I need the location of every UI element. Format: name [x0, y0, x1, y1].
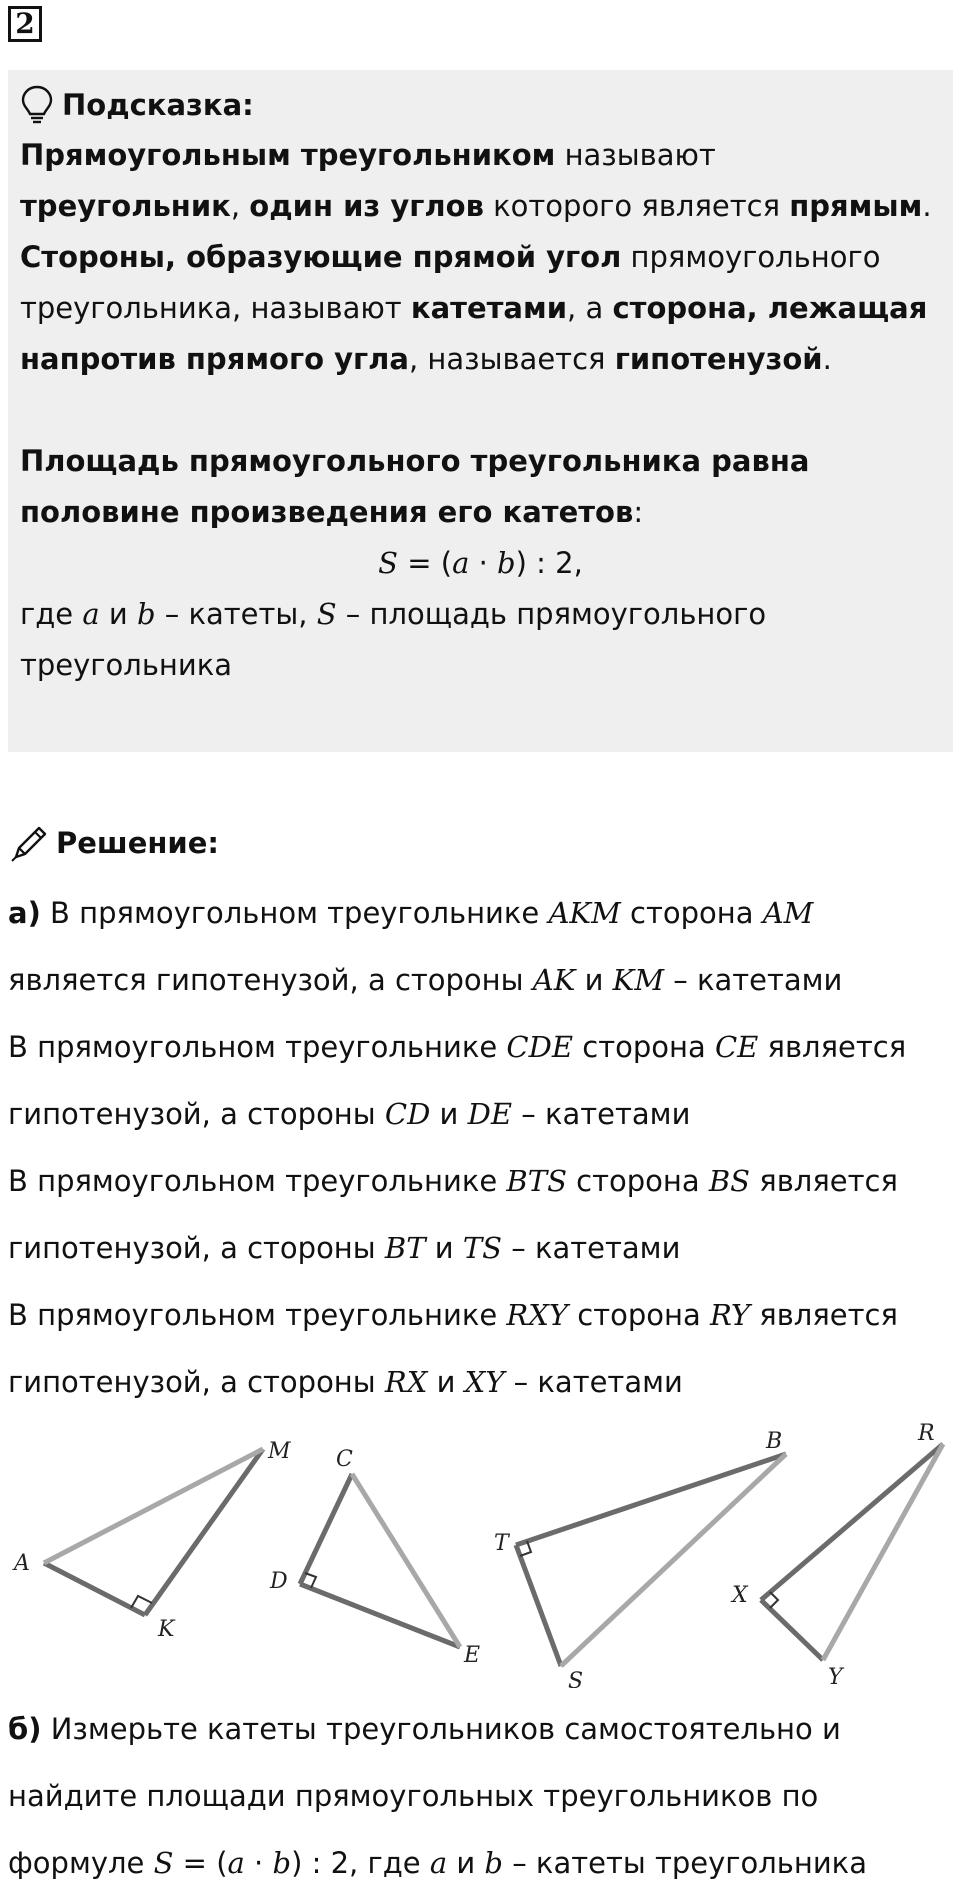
math-variable: AM: [762, 896, 814, 930]
math-variable: b: [497, 546, 516, 580]
math-variable: KM: [612, 963, 665, 997]
text-run: В прямоугольном треугольнике: [40, 896, 549, 930]
text-run: :: [633, 495, 644, 529]
hint-paragraph-3: [20, 436, 941, 538]
text-run: – катеты треугольника: [503, 1846, 867, 1880]
leg-rx: [761, 1444, 943, 1600]
math-variable: S: [153, 1846, 174, 1880]
vertex-label-e: E: [464, 1643, 481, 1668]
text-run: = (: [398, 546, 453, 580]
hint-title: Подсказка:: [62, 88, 254, 122]
math-variable: b: [484, 1846, 503, 1880]
part-b-text: [8, 1696, 953, 1897]
text-run: – площадь прямоугольного треугольника: [20, 597, 767, 682]
triangle-cde: [269, 1447, 480, 1668]
math-variable: BS: [708, 1164, 751, 1198]
math-variable: AK: [532, 963, 576, 997]
math-variable: TS: [462, 1231, 503, 1265]
lightbulb-icon: [20, 84, 54, 126]
math-variable: b: [272, 1846, 292, 1880]
hint-paragraph-2: [20, 232, 941, 385]
text-run: – катетами: [664, 963, 843, 997]
text-run: .: [922, 189, 932, 223]
text-run: – катетами: [512, 1097, 691, 1131]
text-run: является гипотенузой, а стороны: [8, 1298, 898, 1399]
text-run: прямоугольного треугольника, называют: [20, 240, 881, 325]
text-run: , называется: [408, 342, 615, 376]
hint-header: [20, 80, 941, 130]
text-run: – катеты,: [155, 597, 317, 631]
vertex-label-a: A: [14, 1551, 30, 1576]
vertex-label-y: Y: [828, 1665, 843, 1688]
text-run: , а: [567, 291, 613, 325]
text-run: сторона: [573, 1030, 715, 1064]
text-run: где: [20, 597, 83, 631]
bold-text: один из углов: [249, 189, 484, 223]
hint-paragraph-4: [20, 589, 941, 691]
task-number: 2: [8, 6, 42, 42]
text-run: ) : 2, где: [291, 1846, 430, 1880]
math-variable: RXY: [506, 1298, 569, 1332]
bold-text: Стороны, образующие прямой угол: [20, 240, 622, 274]
math-variable: a: [429, 1846, 448, 1880]
leg-xy: [761, 1600, 823, 1660]
math-variable: CDE: [506, 1030, 574, 1064]
leg-de: [300, 1584, 460, 1647]
text-run: Измерьте катеты треугольников самостоятельно и найдите площади прямоугольных треугольников по формуле: [8, 1712, 841, 1880]
text-run: является гипотенузой, а стороны: [8, 963, 533, 997]
solution-line: [8, 1148, 953, 1282]
text-run: и: [425, 1231, 463, 1265]
bold-text: а): [8, 896, 41, 930]
math-variable: S: [378, 546, 399, 580]
hint-box: [8, 70, 953, 752]
vertex-label-s: S: [568, 1669, 584, 1688]
text-run: В прямоугольном треугольнике: [8, 1298, 507, 1332]
math-variable: BT: [384, 1231, 426, 1265]
solution-line: [8, 1014, 953, 1148]
text-run: ·: [469, 546, 498, 580]
text-run: называют: [555, 138, 716, 172]
hypotenuse-bs: [561, 1454, 786, 1666]
hypotenuse-ry: [823, 1444, 943, 1660]
leg-ts: [516, 1545, 561, 1666]
math-variable: CE: [714, 1030, 759, 1064]
math-variable: b: [136, 597, 156, 631]
text-run: и: [427, 1365, 465, 1399]
math-variable: a: [82, 597, 100, 631]
vertex-label-b: B: [766, 1429, 783, 1454]
text-run: сторона: [568, 1298, 710, 1332]
text-run: ,: [230, 189, 250, 223]
text-run: является гипотенузой, а стороны: [8, 1164, 898, 1265]
text-run: ·: [244, 1846, 273, 1880]
solution-part-a: [8, 880, 953, 1416]
leg-bt: [516, 1454, 786, 1545]
text-run: ) : 2,: [515, 546, 583, 580]
solution-line: [8, 880, 953, 1014]
triangle-bts: [494, 1429, 786, 1688]
text-run: которого является: [483, 189, 790, 223]
vertex-label-m: M: [268, 1439, 291, 1464]
math-variable: S: [316, 597, 337, 631]
bold-text: катетами: [410, 291, 568, 325]
math-variable: CD: [384, 1097, 431, 1131]
text-run: и: [447, 1846, 485, 1880]
bold-text: гипотенузой: [614, 342, 823, 376]
solution-part-b: [8, 1696, 953, 1897]
bold-text: Прямоугольным треугольником: [20, 138, 556, 172]
math-variable: XY: [464, 1365, 505, 1399]
math-variable: RY: [709, 1298, 751, 1332]
vertex-label-k: K: [158, 1617, 175, 1642]
text-run: и: [430, 1097, 468, 1131]
solution-header: [8, 818, 219, 868]
bold-text: треугольник: [20, 189, 231, 223]
vertex-label-x: X: [732, 1583, 748, 1608]
text-run: сторона: [566, 1164, 709, 1198]
text-run: и: [575, 963, 613, 997]
vertex-label-c: C: [336, 1447, 353, 1472]
leg-cd: [300, 1474, 352, 1584]
pencil-icon: [8, 821, 52, 865]
math-variable: AKM: [548, 896, 621, 930]
math-variable: a: [227, 1846, 245, 1880]
text-run: .: [822, 342, 832, 376]
leg-ak: [44, 1563, 145, 1615]
right-angle-mark: [770, 1592, 778, 1608]
bold-text: прямым: [789, 189, 923, 223]
text-run: является гипотенузой, а стороны: [8, 1030, 907, 1131]
hypotenuse-am: [44, 1449, 263, 1563]
bold-text: б): [8, 1712, 42, 1746]
vertex-label-t: T: [494, 1531, 509, 1556]
text-run: В прямоугольном треугольнике: [8, 1030, 507, 1064]
bold-text: сторона, лежащая напротив прямого угла: [20, 291, 928, 376]
text-run: – катетами: [502, 1231, 681, 1265]
triangles-figure: [8, 1418, 953, 1688]
bold-text: Площадь прямоугольного треугольника равна половине произведения его катетов: [20, 444, 810, 529]
text-run: сторона: [620, 896, 763, 930]
vertex-label-d: D: [270, 1569, 288, 1594]
text-run: и: [99, 597, 137, 631]
math-variable: RX: [384, 1365, 428, 1399]
math-variable: BTS: [506, 1164, 567, 1198]
math-variable: a: [452, 546, 470, 580]
hypotenuse-ce: [352, 1474, 460, 1647]
text-run: В прямоугольном треугольнике: [8, 1164, 507, 1198]
hint-paragraph-1: [20, 130, 941, 232]
math-variable: DE: [467, 1097, 513, 1131]
leg-km: [145, 1449, 263, 1615]
text-run: = (: [173, 1846, 228, 1880]
triangle-akm: [12, 1439, 291, 1642]
vertex-label-r: R: [918, 1421, 935, 1446]
area-formula: [20, 538, 941, 589]
text-run: – катетами: [504, 1365, 683, 1399]
solution-title: Решение:: [56, 826, 220, 860]
solution-line: [8, 1282, 953, 1416]
